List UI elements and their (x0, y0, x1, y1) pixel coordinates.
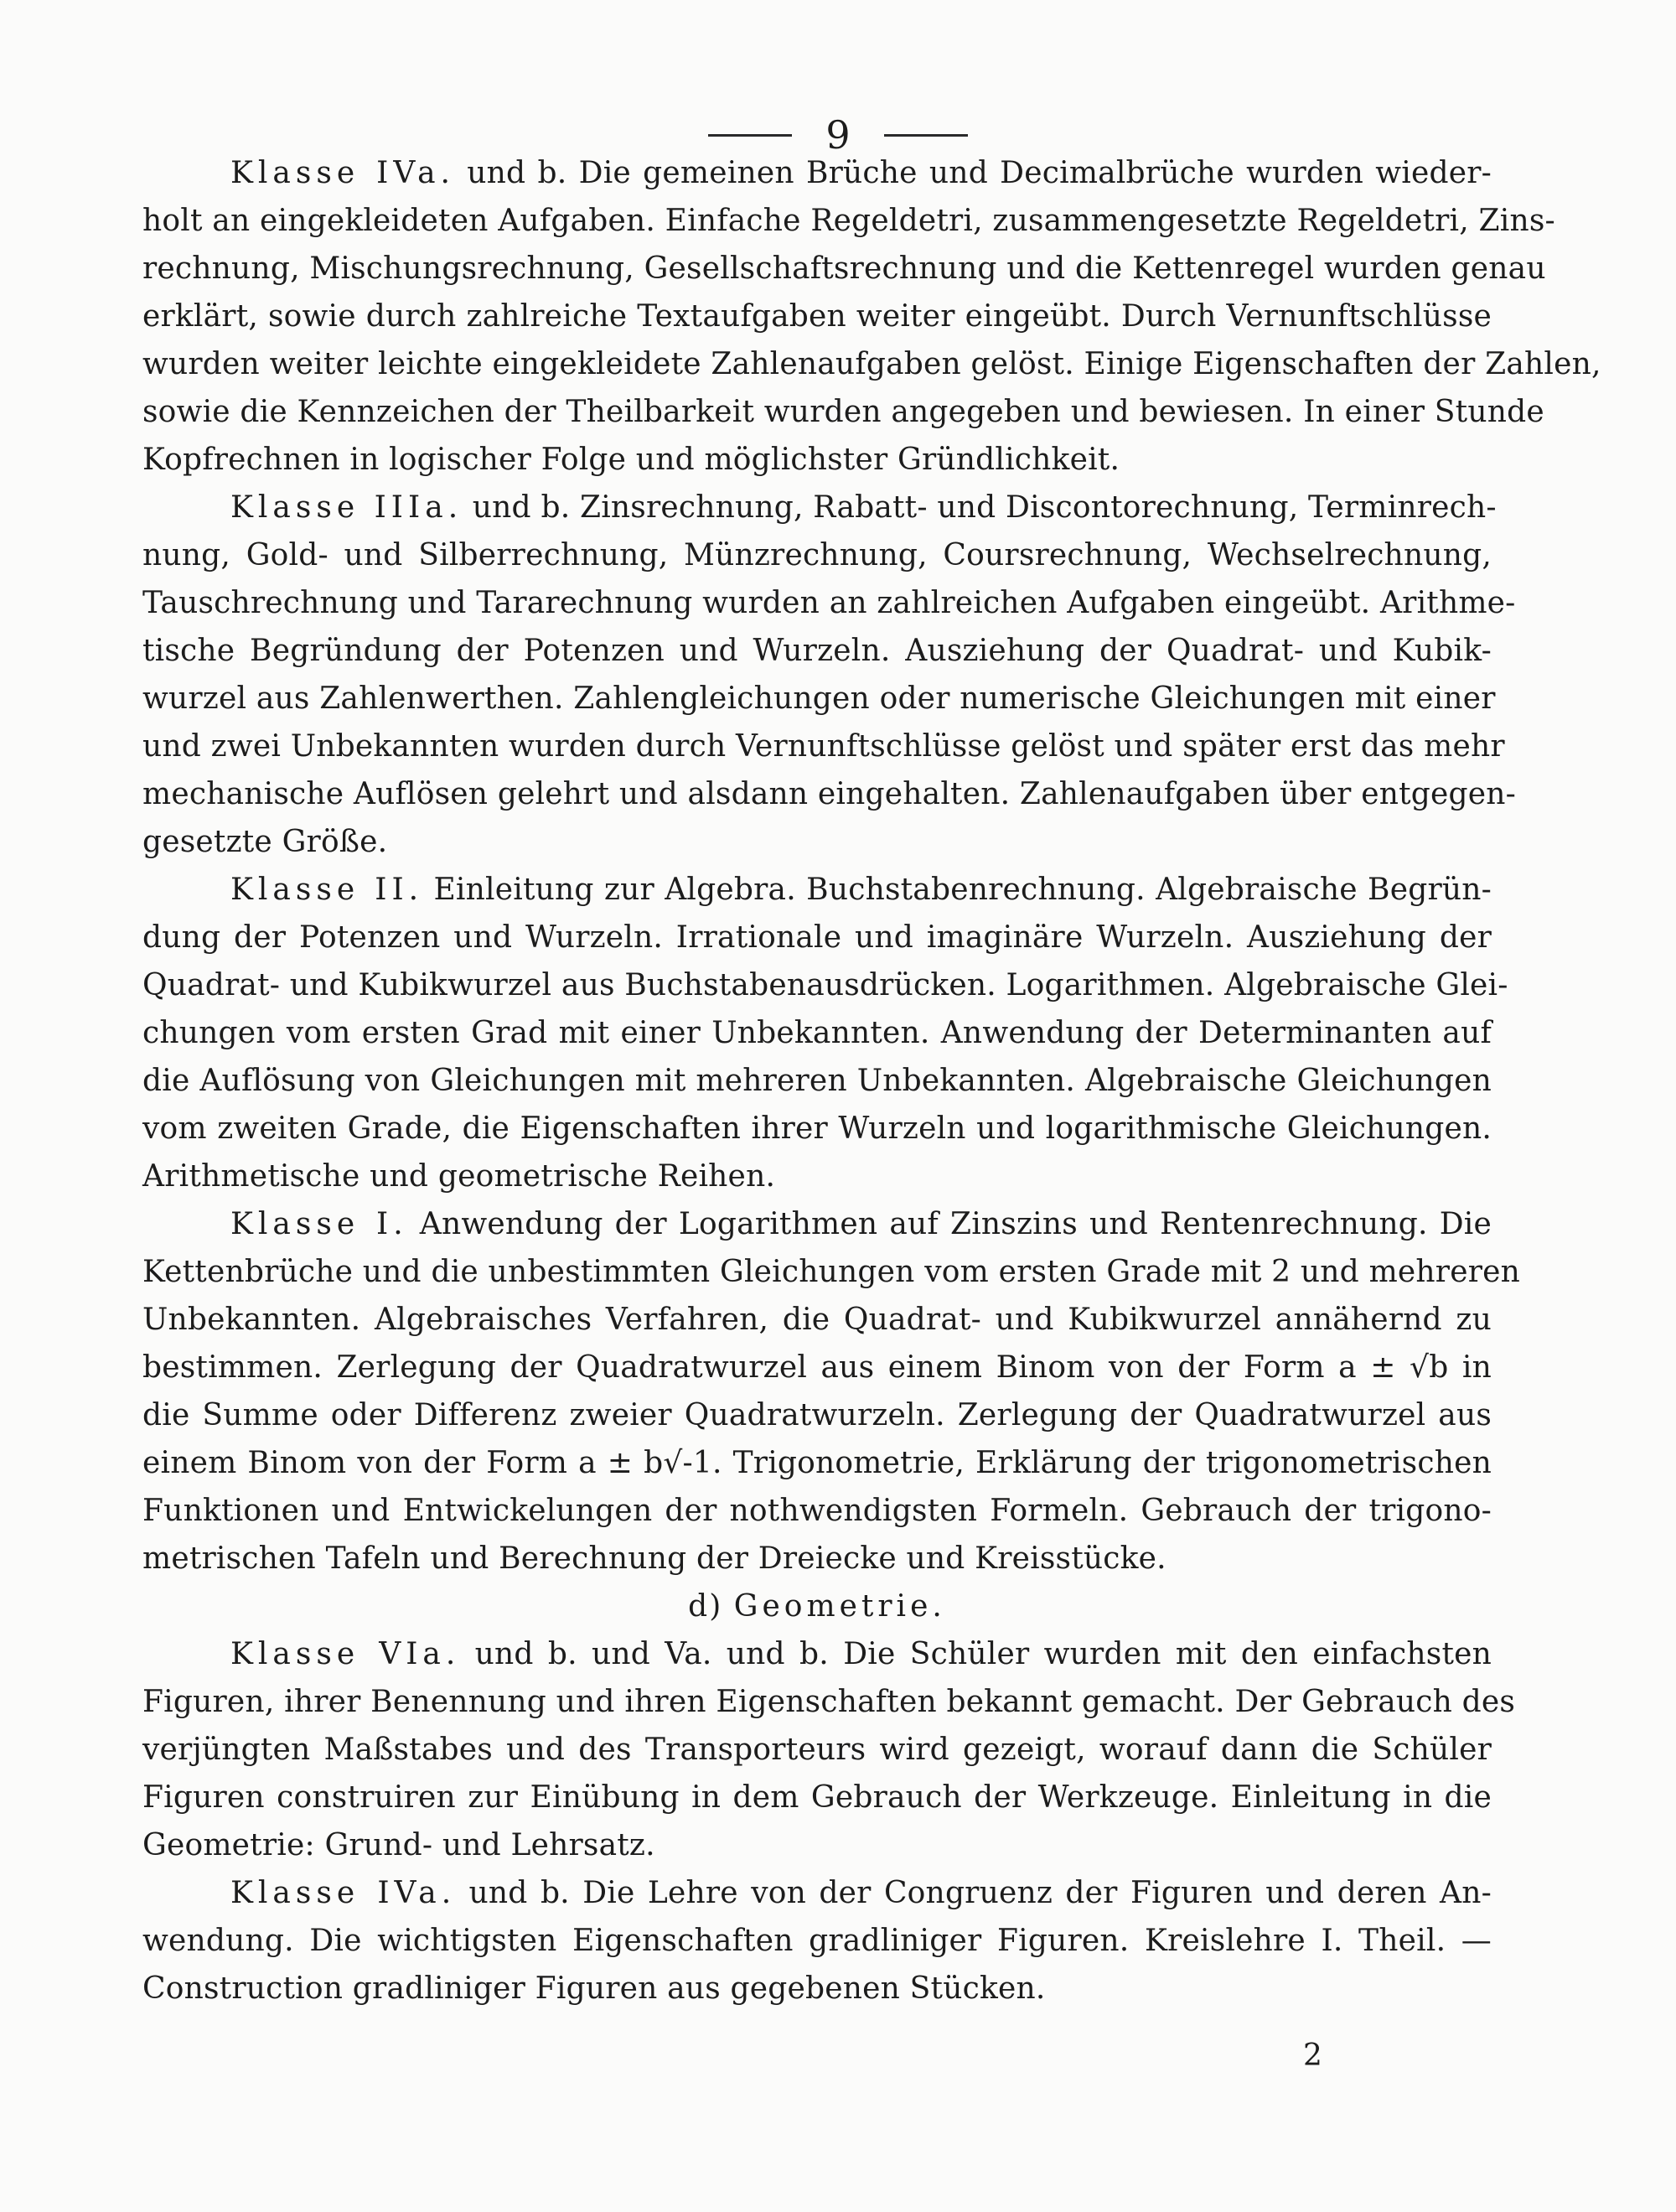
text-line: vom zweiten Grade, die Eigenschaften ihrer Wurzeln und logarithmische Gleichungen. (142, 1111, 1492, 1146)
text-line: wurden weiter leichte eingekleidete Zahlenaufgaben gelöst. Einige Eigenschaften der Zahlen, (142, 347, 1601, 381)
paragraph-klasse-ii (142, 866, 1508, 1200)
page-body (142, 149, 1601, 2013)
text-line: mechanische Auflösen gelehrt und alsdann eingehalten. Zahlenaufgaben über entgegen- (142, 777, 1517, 811)
text-line: gesetzte Größe. (142, 825, 388, 859)
section-prefix: d) (688, 1589, 723, 1624)
text-line: Tauschrechnung und Tararechnung wurden an zahlreichen Aufgaben eingeübt. Arithme- (142, 586, 1516, 620)
text-line: Geometrie: Grund- und Lehrsatz. (142, 1828, 655, 1862)
page-number: 9 (825, 112, 851, 158)
text-line: wendung. Die wichtigsten Eigenschaften gradliniger Figuren. Kreislehre I. Theil. — (142, 1924, 1492, 1958)
paragraph-klasse-iva-arithmetic (142, 149, 1601, 484)
text-line: nung, Gold- und Silberrechnung, Münzrechnung, Coursrechnung, Wechselrechnung, (142, 538, 1492, 572)
class-label: Klasse IVa. (230, 1876, 457, 1910)
text-line: sowie die Kennzeichen der Theilbarkeit wurden angegeben und bewiesen. In einer Stunde (142, 395, 1544, 429)
text-line: wurzel aus Zahlenwerthen. Zahlengleichungen oder numerische Gleichungen mit einer (142, 681, 1496, 716)
text-line: Klasse IVa. und b. Die Lehre von der Congruenz der Figuren und deren An- (230, 1876, 1492, 1910)
text-line: dung der Potenzen und Wurzeln. Irrationale und imaginäre Wurzeln. Ausziehung der (142, 920, 1492, 955)
text-line: und zwei Unbekannten wurden durch Vernunftschlüsse gelöst und später erst das mehr (142, 729, 1505, 764)
class-label: Klasse I. (230, 1207, 408, 1241)
signature-mark: 2 (1303, 2038, 1322, 2073)
text-line: Klasse II. Einleitung zur Algebra. Buchstabenrechnung. Algebraische Begrün- (230, 873, 1492, 907)
text-line: Kopfrechnen in logischer Folge und möglichster Gründlichkeit. (142, 443, 1120, 477)
paragraph-klasse-i (142, 1200, 1521, 1583)
header-rule-left (708, 134, 792, 137)
paragraph-klasse-iva-geometry (142, 1869, 1492, 2013)
text-line: Klasse IIIa. und b. Zinsrechnung, Rabatt- und Discontorechnung, Terminrech- (230, 490, 1497, 525)
text-line: einem Binom von der Form a ± b√-1. Trigonometrie, Erklärung der trigonometrischen (142, 1446, 1492, 1480)
text-line: Klasse VIa. und b. und Va. und b. Die Schüler wurden mit den einfachsten (230, 1637, 1492, 1671)
class-label: Klasse VIa. (230, 1637, 461, 1671)
text-line: Figuren construiren zur Einübung in dem Gebrauch der Werkzeuge. Einleitung in die (142, 1780, 1492, 1815)
class-label: Klasse IIIa. (230, 490, 463, 525)
header-rule-right (884, 134, 968, 137)
text-line: Quadrat- und Kubikwurzel aus Buchstabenausdrücken. Logarithmen. Algebraische Glei- (142, 968, 1508, 1002)
class-label: Klasse II. (230, 873, 424, 907)
text-line: die Auflösung von Gleichungen mit mehreren Unbekannten. Algebraische Gleichungen (142, 1064, 1492, 1098)
text-line: verjüngten Maßstabes und des Transporteurs wird gezeigt, worauf dann die Schüler (142, 1733, 1492, 1767)
text-line: Unbekannten. Algebraisches Verfahren, die Quadrat- und Kubikwurzel annähernd zu (142, 1303, 1492, 1337)
text-line: die Summe oder Differenz zweier Quadratwurzeln. Zerlegung der Quadratwurzel aus (142, 1398, 1492, 1432)
text-line: chungen vom ersten Grad mit einer Unbekannten. Anwendung der Determinanten auf (142, 1016, 1492, 1050)
text-line: Construction gradliniger Figuren aus gegebenen Stücken. (142, 1971, 1046, 2006)
section-heading-geometry (142, 1583, 1492, 1630)
text-line: Klasse IVa. und b. Die gemeinen Brüche und Decimalbrüche wurden wieder- (230, 156, 1492, 190)
class-label: Klasse IVa. (230, 156, 455, 190)
text-line: metrischen Tafeln und Berechnung der Dreiecke und Kreisstücke. (142, 1541, 1166, 1576)
text-line: holt an eingekleideten Aufgaben. Einfache Regeldetri, zusammengesetzte Regeldetri, Zins- (142, 204, 1555, 238)
text-line: Kettenbrüche und die unbestimmten Gleichungen vom ersten Grade mit 2 und mehreren (142, 1255, 1521, 1289)
text-line: bestimmen. Zerlegung der Quadratwurzel aus einem Binom von der Form a ± √b in (142, 1350, 1492, 1385)
text-line: Funktionen und Entwickelungen der nothwendigsten Formeln. Gebrauch der trigono- (142, 1494, 1492, 1528)
section-title: Geometrie. (733, 1589, 946, 1624)
text-line: Figuren, ihrer Benennung und ihren Eigenschaften bekannt gemacht. Der Gebrauch des (142, 1685, 1516, 1719)
text-line: rechnung, Mischungsrechnung, Gesellschaftsrechnung und die Kettenregel wurden genau (142, 251, 1546, 286)
text-line: Klasse I. Anwendung der Logarithmen auf Zinszins und Rentenrechnung. Die (230, 1207, 1492, 1241)
paragraph-klasse-iiia (142, 484, 1517, 866)
text-line: Arithmetische und geometrische Reihen. (142, 1159, 776, 1194)
paragraph-klasse-via-va (142, 1630, 1516, 1869)
text-line: erklärt, sowie durch zahlreiche Textaufgaben weiter eingeübt. Durch Vernunftschlüsse (142, 299, 1492, 334)
text-line: tische Begründung der Potenzen und Wurzeln. Ausziehung der Quadrat- und Kubik- (142, 634, 1492, 668)
